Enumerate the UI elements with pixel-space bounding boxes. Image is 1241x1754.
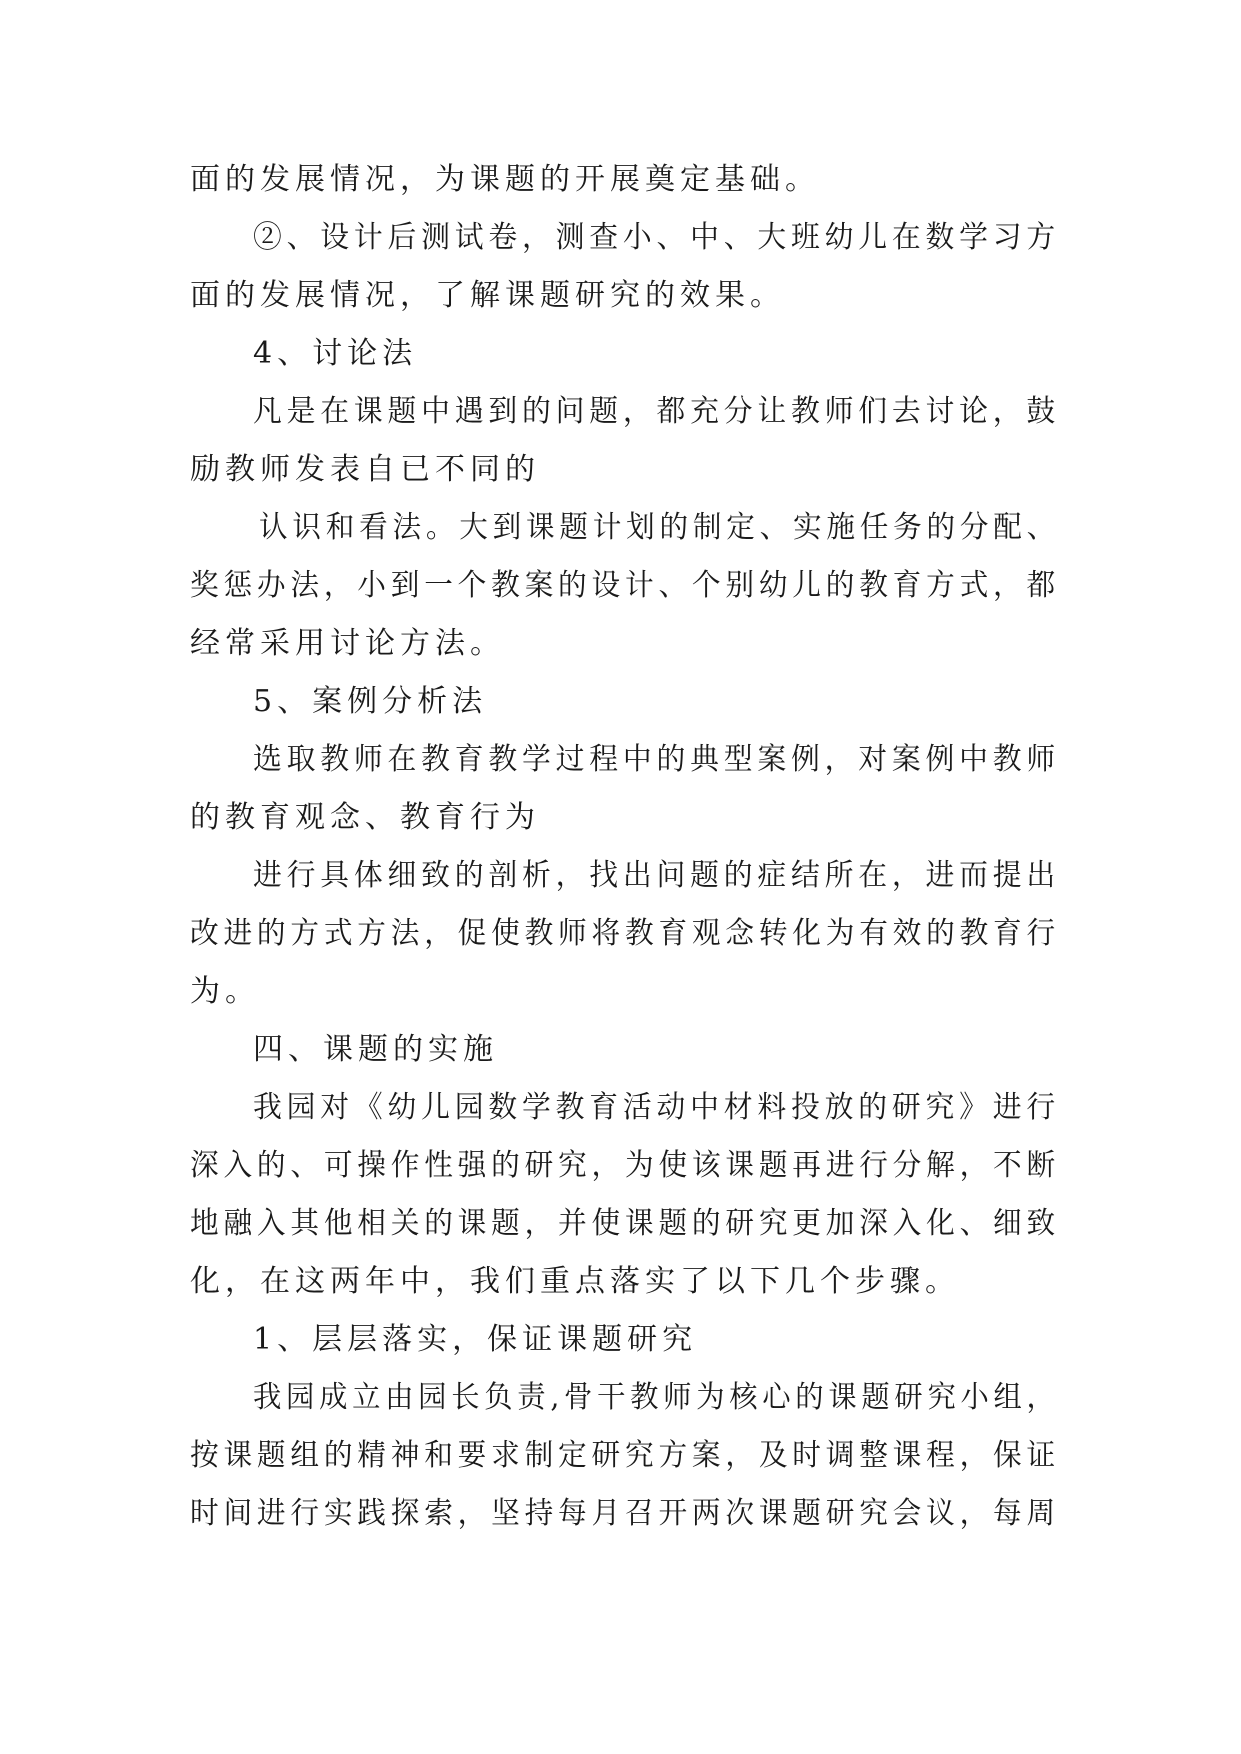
text-line: 奖惩办法，小到一个教案的设计、个别幼儿的教育方式，都 xyxy=(190,568,1060,603)
text-line: 经常采用讨论方法。 xyxy=(190,626,505,661)
section-heading: 四、课题的实施 xyxy=(253,1032,498,1067)
text-line: 时间进行实践探索，坚持每月召开两次课题研究会议，每周 xyxy=(190,1496,1060,1531)
text-line: 励教师发表自已不同的 xyxy=(190,452,540,487)
text-line: 按课题组的精神和要求制定研究方案，及时调整课程，保证 xyxy=(190,1438,1060,1473)
text-line: 凡是在课题中遇到的问题，都充分让教师们去讨论，鼓 xyxy=(253,394,1060,429)
text-line: 改进的方式方法，促使教师将教育观念转化为有效的教育行 xyxy=(190,916,1060,951)
text-line: 认识和看法。大到课题计划的制定、实施任务的分配、 xyxy=(259,510,1061,545)
section-heading: 1、层层落实，保证课题研究 xyxy=(253,1322,698,1357)
text-line: 地融入其他相关的课题，并使课题的研究更加深入化、细致 xyxy=(190,1206,1060,1241)
section-heading: 4、讨论法 xyxy=(253,336,418,371)
text-line: 面的发展情况，为课题的开展奠定基础。 xyxy=(190,162,820,197)
text-line: 我园成立由园长负责,骨干教师为核心的课题研究小组， xyxy=(253,1380,1060,1415)
text-line: ②、设计后测试卷，测查小、中、大班幼儿在数学习方 xyxy=(253,220,1060,255)
text-line: 的教育观念、教育行为 xyxy=(190,800,540,835)
text-line: 我园对《幼儿园数学教育活动中材料投放的研究》进行 xyxy=(253,1090,1060,1125)
text-line: 进行具体细致的剖析，找出问题的症结所在，进而提出 xyxy=(253,858,1060,893)
text-line: 选取教师在教育教学过程中的典型案例，对案例中教师 xyxy=(253,742,1060,777)
text-line: 深入的、可操作性强的研究，为使该课题再进行分解，不断 xyxy=(190,1148,1060,1183)
text-line: 面的发展情况，了解课题研究的效果。 xyxy=(190,278,785,313)
section-heading: 5、案例分析法 xyxy=(253,684,488,719)
text-line: 化，在这两年中，我们重点落实了以下几个步骤。 xyxy=(190,1264,960,1299)
text-line: 为。 xyxy=(190,974,260,1009)
